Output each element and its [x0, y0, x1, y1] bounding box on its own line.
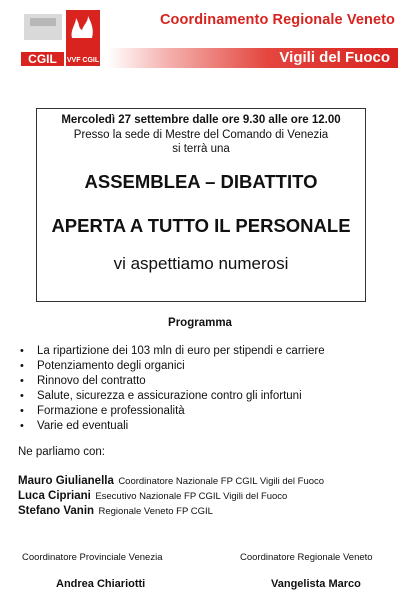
speaker-role: Coordinatore Nazionale FP CGIL Vigili del Fuoco — [118, 476, 325, 487]
event-title: ASSEMBLEA – DIBATTITO — [84, 171, 318, 192]
bullet-icon: • — [20, 360, 24, 372]
list-item — [18, 359, 388, 374]
cgil-logo — [18, 8, 102, 68]
program-list — [18, 344, 388, 434]
bullet-icon: • — [20, 375, 24, 387]
org-title: Coordinamento Regionale Veneto — [159, 12, 395, 28]
program-item-text: Rinnovo del contratto — [37, 375, 146, 387]
speakers-list — [18, 472, 396, 517]
program-item-text: Potenziamento degli organici — [37, 360, 185, 372]
speaker-name: Mauro Giulianella — [18, 475, 114, 487]
cgil-logo-graphic — [18, 8, 102, 68]
list-item — [18, 404, 388, 419]
program-title: Programma — [168, 317, 232, 329]
program-item-text: Formazione e professionalità — [37, 405, 185, 417]
event-held-text: si terrà una — [172, 143, 230, 155]
program-item-text: Varie ed eventuali — [37, 420, 129, 432]
speaker-row — [18, 502, 396, 517]
announcement-box — [36, 108, 366, 302]
logo-text: CGIL — [28, 52, 57, 66]
program-item-text: La ripartizione dei 103 mln di euro per stipendi e carriere — [37, 345, 325, 357]
speaker-name: Stefano Vanin — [18, 505, 95, 517]
department-banner — [108, 48, 398, 68]
speaker-name: Luca Cipriani — [18, 490, 91, 502]
program-item-text: Salute, sicurezza e assicurazione contro gli infortuni — [37, 390, 302, 402]
signer-right-role: Coordinatore Regionale Veneto — [240, 552, 373, 563]
list-item — [18, 389, 388, 404]
list-item — [18, 374, 388, 389]
bullet-icon: • — [20, 420, 24, 432]
signer-right-name: Vangelista Marco — [271, 578, 361, 590]
signer-left-name: Andrea Chiariotti — [56, 578, 146, 590]
speakers-intro: Ne parliamo con: — [18, 446, 105, 458]
bullet-icon: • — [20, 390, 24, 402]
event-audience: APERTA A TUTTO IL PERSONALE — [51, 215, 351, 236]
event-place: Presso la sede di Mestre del Comando di Venezia — [73, 129, 329, 141]
list-item — [18, 419, 388, 434]
speaker-row — [18, 472, 396, 487]
list-item — [18, 344, 388, 359]
bullet-icon: • — [20, 405, 24, 417]
bullet-icon: • — [20, 345, 24, 357]
speaker-role: Regionale Veneto FP CGIL — [98, 506, 213, 517]
speaker-row — [18, 487, 396, 502]
signer-left-role: Coordinatore Provinciale Venezia — [22, 552, 163, 563]
department-title: Vigili del Fuoco — [279, 49, 390, 66]
speaker-role: Esecutivo Nazionale FP CGIL Vigili del Fuoco — [95, 491, 288, 502]
event-date: Mercoledì 27 settembre dalle ore 9.30 alle ore 12.00 — [61, 114, 341, 126]
event-invite: vi aspettiamo numerosi — [113, 254, 289, 273]
logo-vvf-text: VVF CGIL — [66, 57, 100, 64]
